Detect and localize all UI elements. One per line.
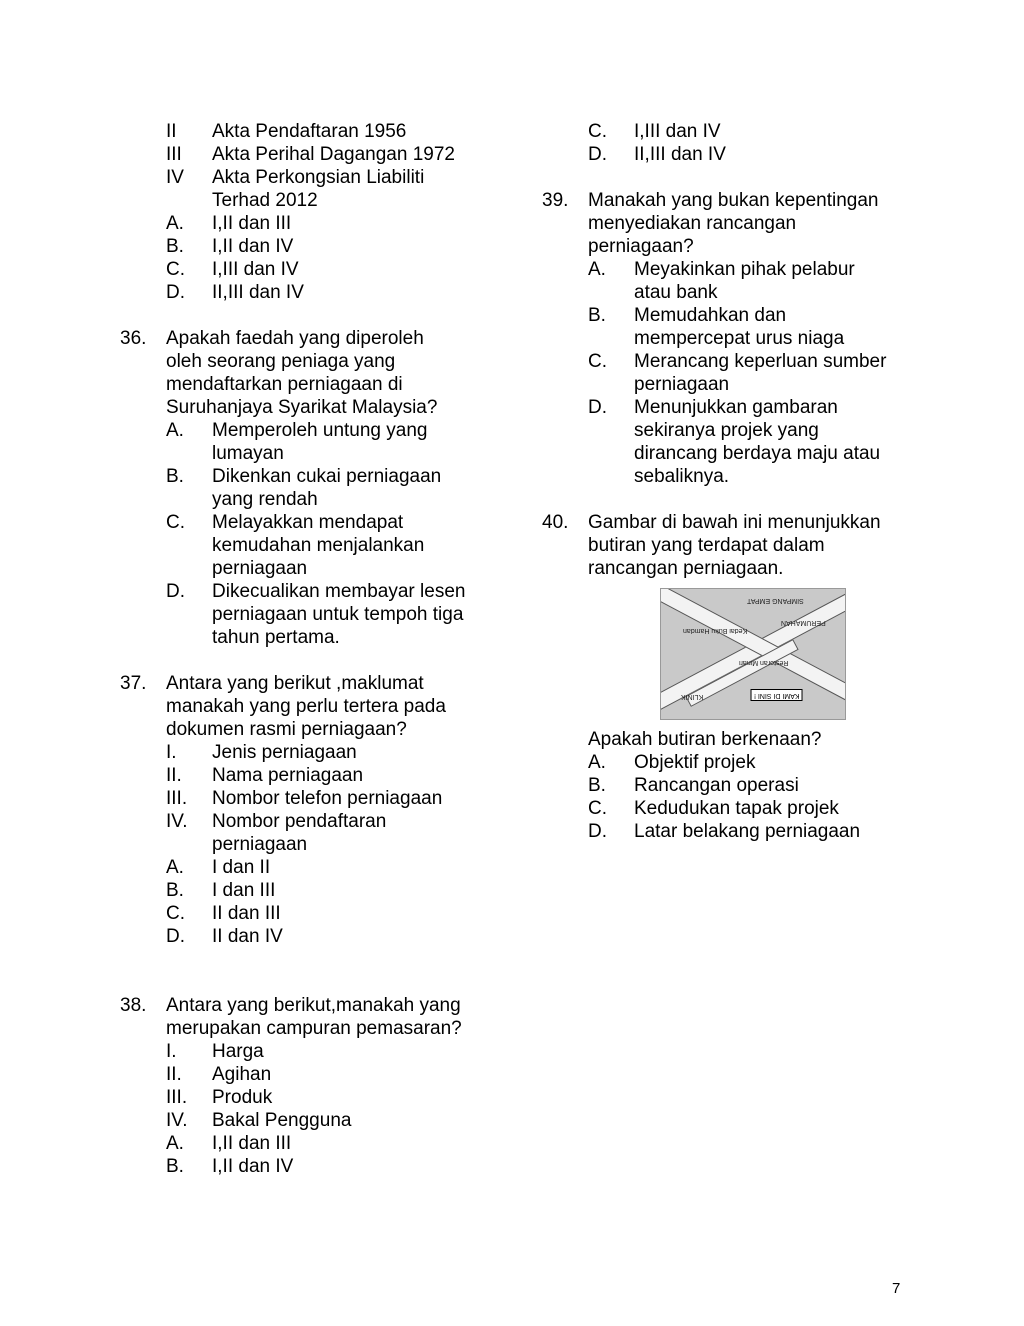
option-marker: A. <box>166 857 184 878</box>
option-text: Latar belakang perniagaan <box>634 821 861 842</box>
question-stem-line <box>120 695 500 718</box>
map-label: KLINIK <box>681 693 704 700</box>
item-text: perniagaan <box>212 834 308 855</box>
item-marker: I. <box>166 1041 177 1062</box>
question-number: 39. <box>542 190 569 211</box>
answer-option <box>120 212 500 235</box>
option-marker: C. <box>166 903 185 924</box>
question-40 <box>542 511 922 843</box>
answer-option-continuation <box>120 442 500 465</box>
question-stem-line <box>542 534 922 557</box>
option-marker: B. <box>166 880 184 901</box>
option-marker: C. <box>588 121 607 142</box>
list-item <box>120 787 500 810</box>
option-marker: C. <box>588 798 607 819</box>
list-item-continuation <box>120 189 500 212</box>
question-stem-line <box>542 212 922 235</box>
question-35-continuation <box>120 120 500 304</box>
item-text: Jenis perniagaan <box>212 742 357 763</box>
item-text: Nama perniagaan <box>212 765 364 786</box>
answer-option <box>542 396 922 419</box>
option-text: II dan III <box>212 903 281 924</box>
option-text: mempercepat urus niaga <box>634 328 845 349</box>
question-stem-line <box>120 396 500 419</box>
answer-option-continuation <box>120 557 500 580</box>
option-marker: B. <box>166 466 184 487</box>
question-stem-line <box>120 1017 500 1040</box>
option-text: Memperoleh untung yang <box>212 420 428 441</box>
stem-text: Apakah faedah yang diperoleh <box>166 328 424 349</box>
item-text: Terhad 2012 <box>212 190 318 211</box>
location-map-image <box>660 588 846 720</box>
option-marker: A. <box>166 420 184 441</box>
option-marker: D. <box>588 144 607 165</box>
page-number: 7 <box>892 1280 901 1297</box>
option-text: yang rendah <box>212 489 318 510</box>
list-item <box>120 166 500 189</box>
answer-option-continuation <box>542 327 922 350</box>
item-marker: IV. <box>166 811 188 832</box>
option-text: perniagaan untuk tempoh tiga <box>212 604 464 625</box>
answer-option-continuation <box>542 465 922 488</box>
option-text: II dan IV <box>212 926 283 947</box>
answer-option-continuation <box>542 281 922 304</box>
stem-text: Gambar di bawah ini menunjukkan <box>588 512 881 533</box>
item-marker: III. <box>166 788 188 809</box>
question-number: 40. <box>542 512 569 533</box>
item-text: Harga <box>212 1041 264 1062</box>
list-item <box>120 1086 500 1109</box>
answer-option-continuation <box>120 488 500 511</box>
option-text: II,III dan IV <box>212 282 304 303</box>
option-marker: B. <box>166 1156 184 1177</box>
stem-text: mendaftarkan perniagaan di <box>166 374 403 395</box>
option-marker: D. <box>588 397 607 418</box>
map-label: PERUMAHAN <box>781 619 826 626</box>
item-text: Bakal Pengguna <box>212 1110 352 1131</box>
item-marker: III <box>166 144 182 165</box>
question-stem-line <box>542 511 922 534</box>
stem-text: butiran yang terdapat dalam <box>588 535 825 556</box>
item-text: Akta Perihal Dagangan 1972 <box>212 144 455 165</box>
answer-option <box>542 350 922 373</box>
option-marker: C. <box>588 351 607 372</box>
option-text: I dan III <box>212 880 276 901</box>
map-marker-box: KAMI DI SINI ! <box>751 689 803 701</box>
answer-option-continuation <box>542 419 922 442</box>
option-text: perniagaan <box>634 374 730 395</box>
stem-text: Manakah yang bukan kepentingan <box>588 190 879 211</box>
stem-text: oleh seorang peniaga yang <box>166 351 396 372</box>
answer-option <box>120 235 500 258</box>
item-text: Nombor pendaftaran <box>212 811 387 832</box>
right-column <box>542 120 922 843</box>
answer-option-continuation <box>542 373 922 396</box>
item-marker: I. <box>166 742 177 763</box>
answer-option <box>542 820 922 843</box>
answer-option <box>542 143 922 166</box>
question-stem-line <box>120 994 500 1017</box>
option-text: I,III dan IV <box>212 259 299 280</box>
answer-option-continuation <box>542 442 922 465</box>
question-38-continuation <box>542 120 922 166</box>
answer-option <box>542 751 922 774</box>
answer-option-continuation <box>120 534 500 557</box>
option-text: atau bank <box>634 282 718 303</box>
option-text: Melayakkan mendapat <box>212 512 404 533</box>
option-marker: C. <box>166 259 185 280</box>
option-text: I dan II <box>212 857 271 878</box>
prompt-text: Apakah butiran berkenaan? <box>588 729 822 750</box>
answer-option <box>120 419 500 442</box>
option-text: Merancang keperluan sumber <box>634 351 887 372</box>
option-marker: A. <box>166 1133 184 1154</box>
answer-option <box>120 902 500 925</box>
answer-option <box>120 511 500 534</box>
question-stem-line <box>120 672 500 695</box>
question-prompt <box>542 728 922 751</box>
list-item <box>120 1063 500 1086</box>
question-stem-line <box>120 350 500 373</box>
list-item <box>120 741 500 764</box>
option-text: Memudahkan dan <box>634 305 787 326</box>
stem-text: merupakan campuran pemasaran? <box>166 1018 462 1039</box>
question-number: 37. <box>120 673 147 694</box>
option-text: Objektif projek <box>634 752 756 773</box>
list-item <box>120 120 500 143</box>
map-label: Kedai Buku Hamdan <box>683 627 748 634</box>
question-36 <box>120 327 500 649</box>
question-stem-line <box>120 373 500 396</box>
list-item <box>120 143 500 166</box>
item-marker: IV <box>166 167 184 188</box>
question-37 <box>120 672 500 948</box>
answer-option <box>542 258 922 281</box>
answer-option <box>120 1132 500 1155</box>
answer-option <box>120 465 500 488</box>
answer-option <box>120 879 500 902</box>
list-item <box>120 1109 500 1132</box>
question-number: 36. <box>120 328 147 349</box>
list-item <box>120 764 500 787</box>
option-marker: B. <box>588 775 606 796</box>
question-38 <box>120 994 500 1178</box>
option-marker: A. <box>166 213 184 234</box>
item-marker: III. <box>166 1087 188 1108</box>
left-column <box>120 120 500 1178</box>
stem-text: dokumen rasmi perniagaan? <box>166 719 407 740</box>
question-stem-line <box>120 718 500 741</box>
option-text: I,II dan III <box>212 213 292 234</box>
question-stem-line <box>542 189 922 212</box>
answer-option <box>542 797 922 820</box>
item-text: Agihan <box>212 1064 272 1085</box>
stem-text: manakah yang perlu tertera pada <box>166 696 446 717</box>
question-39 <box>542 189 922 488</box>
option-text: kemudahan menjalankan <box>212 535 425 556</box>
stem-text: Antara yang berikut,manakah yang <box>166 995 461 1016</box>
option-text: Dikecualikan membayar lesen <box>212 581 466 602</box>
option-marker: D. <box>588 821 607 842</box>
answer-option <box>120 258 500 281</box>
item-text: Akta Perkongsian Liabiliti <box>212 167 425 188</box>
option-text: I,III dan IV <box>634 121 721 142</box>
question-number: 38. <box>120 995 147 1016</box>
answer-option <box>120 281 500 304</box>
option-marker: D. <box>166 581 185 602</box>
answer-option <box>120 1155 500 1178</box>
item-text: Akta Pendaftaran 1956 <box>212 121 407 142</box>
option-text: lumayan <box>212 443 284 464</box>
question-stem-line <box>542 235 922 258</box>
option-marker: B. <box>166 236 184 257</box>
stem-text: Suruhanjaya Syarikat Malaysia? <box>166 397 438 418</box>
option-text: Kedudukan tapak projek <box>634 798 839 819</box>
option-text: I,II dan IV <box>212 236 294 257</box>
item-marker: II <box>166 121 177 142</box>
option-text: dirancang berdaya maju atau <box>634 443 881 464</box>
map-label: Restoran Minari <box>739 659 789 666</box>
stem-text: rancangan perniagaan. <box>588 558 784 579</box>
option-marker: A. <box>588 752 606 773</box>
item-text: Nombor telefon perniagaan <box>212 788 443 809</box>
answer-option-continuation <box>120 603 500 626</box>
answer-option <box>542 120 922 143</box>
option-text: Dikenkan cukai perniagaan <box>212 466 442 487</box>
option-text: Menunjukkan gambaran <box>634 397 838 418</box>
map-label: SIMPANG EMPAT <box>747 597 804 604</box>
option-text: sebaliknya. <box>634 466 730 487</box>
option-marker: D. <box>166 282 185 303</box>
option-marker: B. <box>588 305 606 326</box>
item-marker: II. <box>166 1064 182 1085</box>
stem-text: perniagaan? <box>588 236 694 257</box>
stem-text: menyediakan rancangan <box>588 213 797 234</box>
stem-text: Antara yang berikut ,maklumat <box>166 673 424 694</box>
item-text: Produk <box>212 1087 273 1108</box>
option-marker: C. <box>166 512 185 533</box>
option-text: I,II dan IV <box>212 1156 294 1177</box>
answer-option <box>542 304 922 327</box>
option-marker: A. <box>588 259 606 280</box>
option-marker: D. <box>166 926 185 947</box>
question-stem-line <box>120 327 500 350</box>
option-text: II,III dan IV <box>634 144 726 165</box>
option-text: Rancangan operasi <box>634 775 799 796</box>
list-item <box>120 1040 500 1063</box>
option-text: Meyakinkan pihak pelabur <box>634 259 855 280</box>
answer-option-continuation <box>120 626 500 649</box>
option-text: sekiranya projek yang <box>634 420 819 441</box>
answer-option <box>120 925 500 948</box>
option-text: tahun pertama. <box>212 627 340 648</box>
question-stem-line <box>542 557 922 580</box>
item-marker: II. <box>166 765 182 786</box>
option-text: I,II dan III <box>212 1133 292 1154</box>
answer-option <box>120 580 500 603</box>
list-item-continuation <box>120 833 500 856</box>
list-item <box>120 810 500 833</box>
option-text: perniagaan <box>212 558 308 579</box>
answer-option <box>120 856 500 879</box>
item-marker: IV. <box>166 1110 188 1131</box>
answer-option <box>542 774 922 797</box>
